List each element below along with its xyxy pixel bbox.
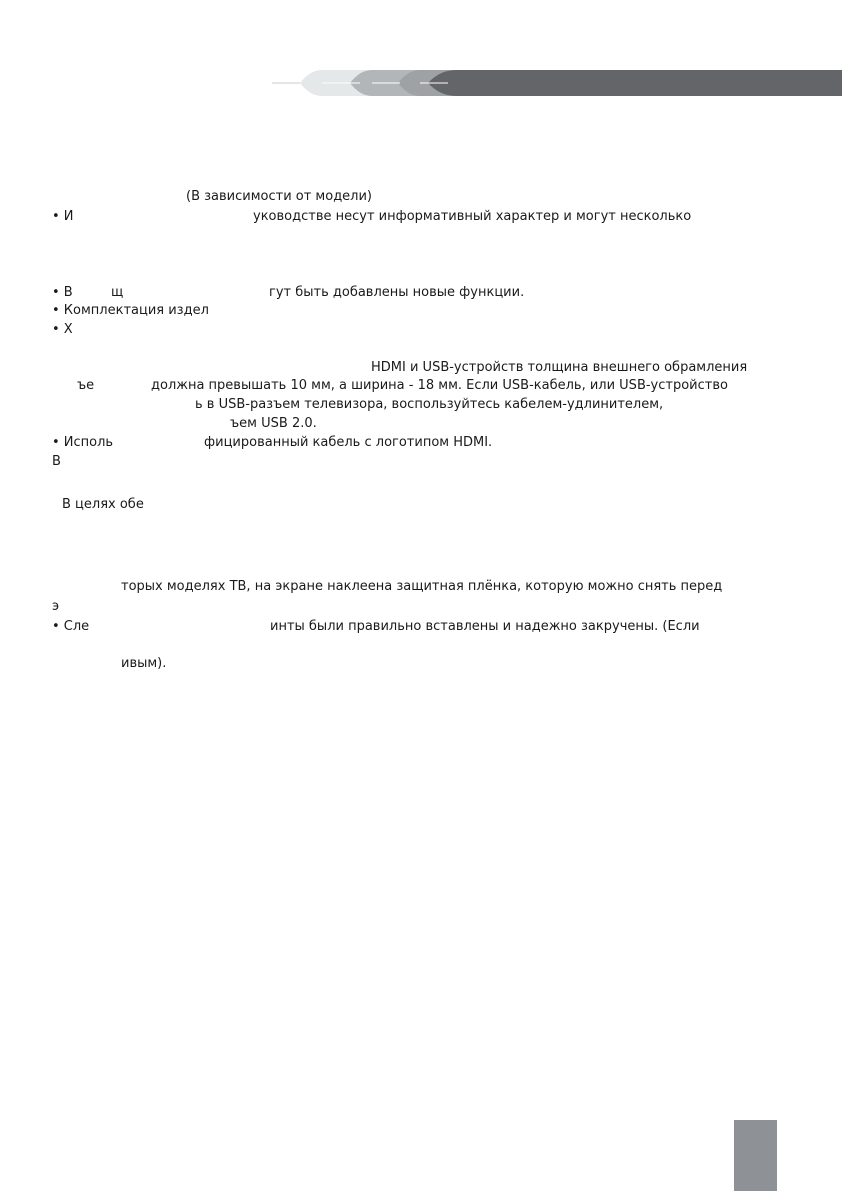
bullet-functions-fragment: щ bbox=[111, 285, 124, 300]
bullet-info-start: • И bbox=[52, 209, 74, 224]
hdmi-usb-fragment: ъе bbox=[77, 378, 95, 393]
bullet-hdmi-cable-text: фицированный кабель с логотипом HDMI. bbox=[204, 435, 493, 450]
bullet-info-text: уководстве несут информативный характер и могут несколько bbox=[253, 209, 692, 224]
header-decoration bbox=[0, 0, 842, 110]
model-dependency-note: (В зависимости от модели) bbox=[186, 189, 373, 204]
paragraph-fragment-v: В bbox=[52, 454, 61, 469]
bullet-functions-start: • В bbox=[52, 285, 73, 300]
header-ribbon-graphic bbox=[0, 0, 842, 110]
screws-text-end: ивым). bbox=[121, 656, 167, 671]
bullet-screws-start: • Сле bbox=[52, 619, 90, 634]
hdmi-usb-requirement-line1: HDMI и USB-устройств толщина внешнего обрамления bbox=[371, 360, 748, 375]
bullet-screws-text: инты были правильно вставлены и надежно закручены. (Если bbox=[270, 619, 700, 634]
header-segment-dark bbox=[428, 70, 842, 96]
hdmi-usb-requirement-line3: ь в USB-разъем телевизора, воспользуйтесь кабелем-удлинителем, bbox=[195, 397, 664, 412]
bullet-functions-text: гут быть добавлены новые функции. bbox=[269, 285, 525, 300]
hdmi-usb-requirement-line4: ъем USB 2.0. bbox=[230, 416, 317, 431]
bullet-characteristics-start: • Х bbox=[52, 322, 73, 337]
protective-film-note: торых моделях ТВ, на экране наклеена защитная плёнка, которую можно снять перед bbox=[121, 579, 723, 594]
safety-paragraph-start: В целях обе bbox=[62, 497, 144, 512]
protective-film-fragment: э bbox=[52, 599, 60, 614]
bullet-package-contents: • Комплектация издел bbox=[52, 303, 209, 318]
bullet-hdmi-cable-start: • Исполь bbox=[52, 435, 114, 450]
page-number-tab bbox=[734, 1120, 777, 1191]
hdmi-usb-requirement-line2: должна превышать 10 мм, а ширина - 18 мм. Если USB-кабель, или USB-устройство bbox=[151, 378, 728, 393]
